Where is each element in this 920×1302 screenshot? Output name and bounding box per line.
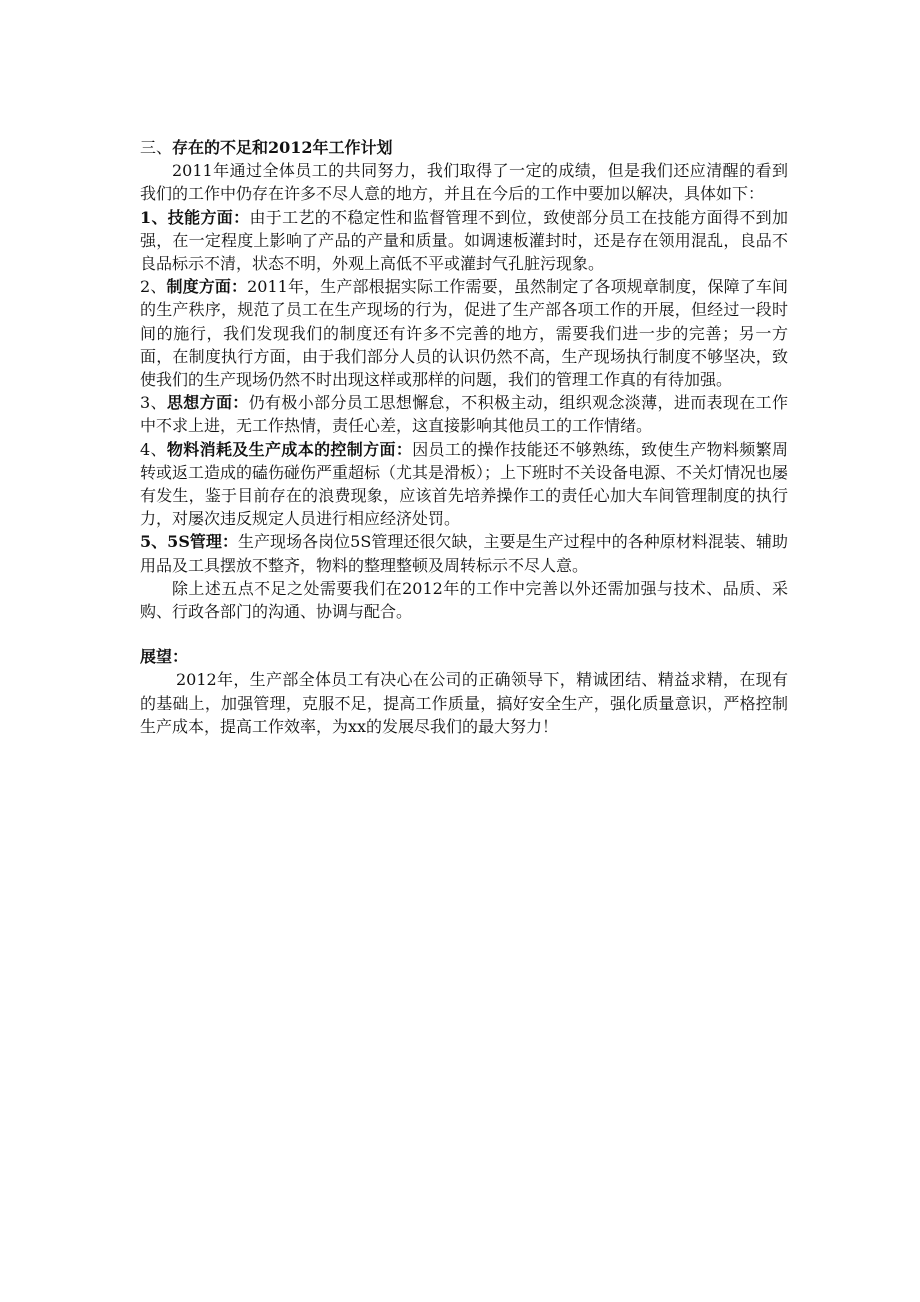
item-cost-number: 4、 — [140, 439, 167, 459]
item-skills — [140, 206, 788, 276]
item-system-label: 制度方面： — [166, 277, 248, 297]
item-cost — [140, 438, 788, 531]
item-mindset — [140, 391, 788, 437]
item-mindset-label: 思想方面： — [166, 393, 249, 413]
item-system — [140, 275, 788, 391]
item-skills-text: 由于工艺的不稳定性和监督管理不到位，致使部分员工在技能方面得不到加强，在一定程度上影响了产品的产量和质量。如调速板灌封时，还是存在领用混乱，良品不良品标示不清，状态不明，外观上高低不平或灌封气孔脏污现象。 — [140, 207, 788, 274]
closing-paragraph: 除上述五点不足之处需要我们在2012年的工作中完善以外还需加强与技术、品质、采购、行政各部门的沟通、协调与配合。 — [140, 578, 788, 622]
item-cost-text: 因员工的操作技能还不够熟练，致使生产物料频繁周转或返工造成的磕伤碰伤严重超标（尤其是滑板）；上下班时不关设备电源、不关灯情况也屡有发生，鉴于目前存在的浪费现象，应该首先培养操作工的责任心加大车间管理制度的执行力，对屡次违反规定人员进行相应经济处罚。 — [140, 439, 789, 529]
document-body — [140, 136, 788, 738]
outlook-paragraph: 2012年，生产部全体员工有决心在公司的正确领导下，精诚团结、精益求精，在现有的基础上，加强管理，克服不足，提高工作质量，搞好安全生产，强化质量意识，严格控制生产成本，提高工作效率，为xx的发展尽我们的最大努力！ — [140, 670, 788, 736]
intro-paragraph: 2011年通过全体员工的共同努力，我们取得了一定的成绩，但是我们还应清醒的看到我们的工作中仍存在许多不尽人意的地方，并且在今后的工作中要加以解决，具体如下： — [140, 161, 788, 204]
item-skills-label: 1、技能方面： — [140, 207, 250, 227]
item-5s — [140, 530, 788, 576]
section-number: 三、 — [140, 138, 173, 157]
spacer — [140, 623, 788, 645]
section-heading — [140, 136, 788, 159]
section-title: 存在的不足和2012年工作计划 — [172, 138, 393, 157]
item-mindset-number: 3、 — [140, 393, 167, 413]
item-system-number: 2、 — [140, 277, 167, 297]
item-5s-label: 5、5S管理： — [140, 532, 238, 552]
outlook-heading: 展望： — [140, 647, 189, 667]
item-5s-text: 生产现场各岗位5S管理还很欠缺，主要是生产过程中的各种原材料混装、辅助用品及工具摆放不整齐，物料的整理整顿及周转标示不尽人意。 — [140, 532, 788, 575]
item-system-text: 2011年，生产部根据实际工作需要，虽然制定了各项规章制度，保障了车间的生产秩序，规范了员工在生产现场的行为，促进了生产部各项工作的开展，但经过一段时间的施行，我们发现我们的制度还有许多不完善的地方，需要我们进一步的完善；另一方面，在制度执行方面，由于我们部分人员的认识仍然不高，生产现场执行制度不够坚决，致使我们的生产现场仍然不时出现这样或那样的问题，我们的管理工作真的有待加强。 — [140, 277, 788, 390]
item-cost-label: 物料消耗及生产成本的控制方面： — [166, 439, 413, 459]
item-mindset-text: 仍有极小部分员工思想懈怠，不积极主动，组织观念淡薄，进而表现在工作中不求上进，无工作热情，责任心差，这直接影响其他员工的工作情绪。 — [140, 393, 788, 436]
